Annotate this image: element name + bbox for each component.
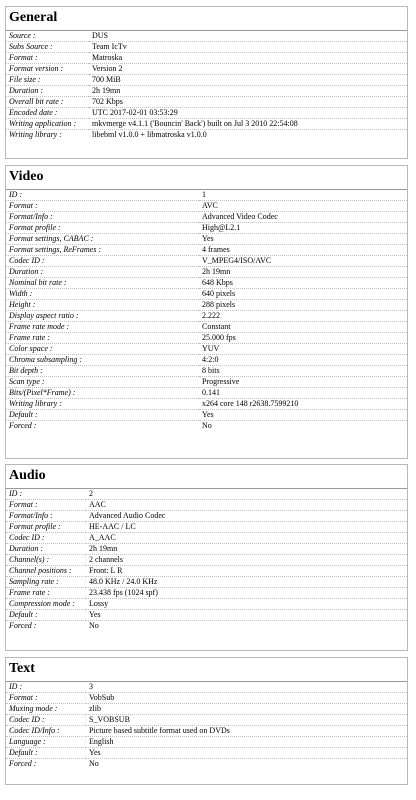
general-info-row xyxy=(6,119,407,130)
text-field-label: Language : xyxy=(6,737,86,748)
text-info-row xyxy=(6,737,407,748)
text-info-row xyxy=(6,682,407,693)
video-info-row xyxy=(6,421,407,432)
video-field-label: Default : xyxy=(6,410,199,421)
audio-field-label: Format : xyxy=(6,500,86,511)
audio-field-value: HE-AAC / LC xyxy=(86,522,407,533)
video-field-value: AVC xyxy=(199,201,407,212)
audio-field-label: Frame rate : xyxy=(6,588,86,599)
text-info-row xyxy=(6,704,407,715)
video-info-row xyxy=(6,201,407,212)
text-field-label: Codec ID/Info : xyxy=(6,726,86,737)
video-field-value: 2h 19mn xyxy=(199,267,407,278)
video-field-label: Forced : xyxy=(9,421,37,430)
audio-field-label: Forced : xyxy=(9,621,37,630)
text-field-value: Yes xyxy=(86,748,407,759)
audio-section xyxy=(5,464,408,651)
video-field-label: Codec ID : xyxy=(6,256,199,267)
audio-info-row xyxy=(6,522,407,533)
section-title-general: General xyxy=(6,7,407,31)
general-info-row xyxy=(6,53,407,64)
video-field-label: Format settings, CABAC : xyxy=(6,234,199,245)
audio-field-label: Channel positions : xyxy=(6,566,86,577)
audio-info-row xyxy=(6,588,407,599)
video-field-label: Width : xyxy=(6,289,199,300)
video-field-value: 0.141 xyxy=(199,388,407,399)
audio-field-value: A_AAC xyxy=(86,533,407,544)
audio-info-row xyxy=(6,489,407,500)
audio-info-row xyxy=(6,599,407,610)
video-info-row xyxy=(6,267,407,278)
general-field-label: Writing library : xyxy=(9,130,62,139)
audio-info-row xyxy=(6,544,407,555)
video-info-row xyxy=(6,234,407,245)
audio-field-label: Compression mode : xyxy=(6,599,86,610)
text-info-row xyxy=(6,759,407,770)
general-field-value: mkvmerge v4.1.1 ('Bouncin' Back') built on Jul 3 2010 22:54:08 xyxy=(89,119,407,130)
audio-info-row xyxy=(6,610,407,621)
general-field-label: Subs Source : xyxy=(6,42,89,53)
audio-info-row xyxy=(6,555,407,566)
general-info-row xyxy=(6,64,407,75)
text-section xyxy=(5,657,408,785)
text-field-value: VobSub xyxy=(86,693,407,704)
video-field-label: Bits/(Pixel*Frame) : xyxy=(6,388,199,399)
audio-field-label: ID : xyxy=(6,489,86,500)
video-info-row xyxy=(6,223,407,234)
video-field-value: High@L2.1 xyxy=(199,223,407,234)
video-info-row xyxy=(6,399,407,410)
video-field-value: Progressive xyxy=(199,377,407,388)
video-info-row xyxy=(6,333,407,344)
video-info-table xyxy=(6,190,407,431)
audio-info-table xyxy=(6,489,407,631)
text-field-value: 3 xyxy=(86,682,407,693)
video-field-label: Format : xyxy=(6,201,199,212)
audio-field-value: 23.438 fps (1024 spf) xyxy=(86,588,407,599)
general-field-value: Matroska xyxy=(89,53,407,64)
audio-field-value: 2h 19mn xyxy=(86,544,407,555)
general-field-value: Version 2 xyxy=(89,64,407,75)
audio-field-value: 2 xyxy=(86,489,407,500)
general-field-value: libebml v1.0.0 + libmatroska v1.0.0 xyxy=(92,130,207,139)
audio-field-value: Yes xyxy=(86,610,407,621)
video-field-value: 4:2:0 xyxy=(199,355,407,366)
video-info-row xyxy=(6,410,407,421)
audio-info-row xyxy=(6,577,407,588)
video-field-value: 8 bits xyxy=(199,366,407,377)
audio-field-label: Format/Info : xyxy=(6,511,86,522)
audio-field-label: Format profile : xyxy=(6,522,86,533)
audio-info-row xyxy=(6,533,407,544)
video-field-label: Format profile : xyxy=(6,223,199,234)
video-field-label: Bit depth : xyxy=(6,366,199,377)
section-title-text: Text xyxy=(6,658,407,682)
video-field-value: Advanced Video Codec xyxy=(199,212,407,223)
video-field-label: Writing library : xyxy=(6,399,199,410)
audio-field-label: Duration : xyxy=(6,544,86,555)
text-field-label: Muxing mode : xyxy=(6,704,86,715)
general-section xyxy=(5,6,408,159)
general-field-value: 702 Kbps xyxy=(89,97,407,108)
video-field-label: Chroma subsampling : xyxy=(6,355,199,366)
text-info-row xyxy=(6,715,407,726)
video-field-value: x264 core 148 r2638.7599210 xyxy=(199,399,407,410)
audio-info-row xyxy=(6,511,407,522)
text-field-value: English xyxy=(86,737,407,748)
video-field-value: 640 pixels xyxy=(199,289,407,300)
video-field-label: Color space : xyxy=(6,344,199,355)
video-field-label: Nominal bit rate : xyxy=(6,278,199,289)
text-field-label: ID : xyxy=(6,682,86,693)
video-field-label: Height : xyxy=(6,300,199,311)
video-field-value: Yes xyxy=(199,410,407,421)
video-field-value: 648 Kbps xyxy=(199,278,407,289)
text-field-value: S_VOBSUB xyxy=(86,715,407,726)
audio-field-label: Codec ID : xyxy=(6,533,86,544)
video-field-label: Display aspect ratio : xyxy=(6,311,199,322)
text-field-label: Forced : xyxy=(9,759,37,768)
audio-field-value: Advanced Audio Codec xyxy=(86,511,407,522)
general-field-value: 2h 19mn xyxy=(89,86,407,97)
general-field-label: Overall bit rate : xyxy=(6,97,89,108)
general-field-label: Format version : xyxy=(6,64,89,75)
video-info-row xyxy=(6,344,407,355)
general-field-label: File size : xyxy=(6,75,89,86)
general-info-row xyxy=(6,75,407,86)
video-field-value: V_MPEG4/ISO/AVC xyxy=(199,256,407,267)
video-field-value: 1 xyxy=(199,190,407,201)
video-info-row xyxy=(6,190,407,201)
video-info-row xyxy=(6,278,407,289)
general-info-row xyxy=(6,31,407,42)
general-field-value: Team IcTv xyxy=(89,42,407,53)
video-field-value: Constant xyxy=(199,322,407,333)
general-field-label: Duration : xyxy=(6,86,89,97)
video-info-row xyxy=(6,311,407,322)
text-info-table xyxy=(6,682,407,769)
video-info-row xyxy=(6,377,407,388)
audio-info-row xyxy=(6,566,407,577)
video-field-value: YUV xyxy=(199,344,407,355)
video-info-row xyxy=(6,212,407,223)
text-info-row xyxy=(6,693,407,704)
video-field-value: Yes xyxy=(199,234,407,245)
video-field-label: ID : xyxy=(6,190,199,201)
video-field-label: Format/Info : xyxy=(6,212,199,223)
general-info-row xyxy=(6,108,407,119)
text-field-value: Picture based subtitle format used on DVDs xyxy=(86,726,407,737)
general-field-value: 700 MiB xyxy=(89,75,407,86)
text-info-row xyxy=(6,726,407,737)
video-info-row xyxy=(6,289,407,300)
audio-field-value: 48.0 KHz / 24.0 KHz xyxy=(86,577,407,588)
text-field-label: Format : xyxy=(6,693,86,704)
audio-info-row xyxy=(6,500,407,511)
video-field-value: 288 pixels xyxy=(199,300,407,311)
text-field-value: No xyxy=(89,759,99,768)
audio-field-value: Lossy xyxy=(86,599,407,610)
audio-field-value: 2 channels xyxy=(86,555,407,566)
video-info-row xyxy=(6,300,407,311)
video-field-value: No xyxy=(202,421,212,430)
video-field-label: Duration : xyxy=(6,267,199,278)
video-section xyxy=(5,165,408,459)
audio-field-value: AAC xyxy=(86,500,407,511)
video-field-label: Scan type : xyxy=(6,377,199,388)
general-field-label: Encoded date : xyxy=(6,108,89,119)
general-field-label: Writing application : xyxy=(6,119,89,130)
video-info-row xyxy=(6,256,407,267)
video-field-label: Frame rate mode : xyxy=(6,322,199,333)
general-field-label: Source : xyxy=(6,31,89,42)
video-info-row xyxy=(6,322,407,333)
video-field-value: 2.222 xyxy=(199,311,407,322)
audio-field-value: Front: L R xyxy=(86,566,407,577)
video-info-row xyxy=(6,388,407,399)
video-field-label: Format settings, ReFrames : xyxy=(6,245,199,256)
general-info-row xyxy=(6,42,407,53)
video-info-row xyxy=(6,245,407,256)
general-field-value: DUS xyxy=(89,31,407,42)
text-field-value: zlib xyxy=(86,704,407,715)
video-info-row xyxy=(6,355,407,366)
section-title-audio: Audio xyxy=(6,465,407,489)
audio-info-row xyxy=(6,621,407,632)
video-field-value: 25.000 fps xyxy=(199,333,407,344)
general-info-table xyxy=(6,31,407,140)
audio-field-label: Default : xyxy=(6,610,86,621)
audio-field-value: No xyxy=(89,621,99,630)
general-field-label: Format : xyxy=(6,53,89,64)
audio-field-label: Channel(s) : xyxy=(6,555,86,566)
general-info-row xyxy=(6,97,407,108)
text-info-row xyxy=(6,748,407,759)
section-title-video: Video xyxy=(6,166,407,190)
video-field-value: 4 frames xyxy=(199,245,407,256)
general-field-value: UTC 2017-02-01 03:53:29 xyxy=(89,108,407,119)
video-field-label: Frame rate : xyxy=(6,333,199,344)
general-info-row xyxy=(6,130,407,141)
general-info-row xyxy=(6,86,407,97)
video-info-row xyxy=(6,366,407,377)
audio-field-label: Sampling rate : xyxy=(6,577,86,588)
text-field-label: Codec ID : xyxy=(6,715,86,726)
text-field-label: Default : xyxy=(6,748,86,759)
